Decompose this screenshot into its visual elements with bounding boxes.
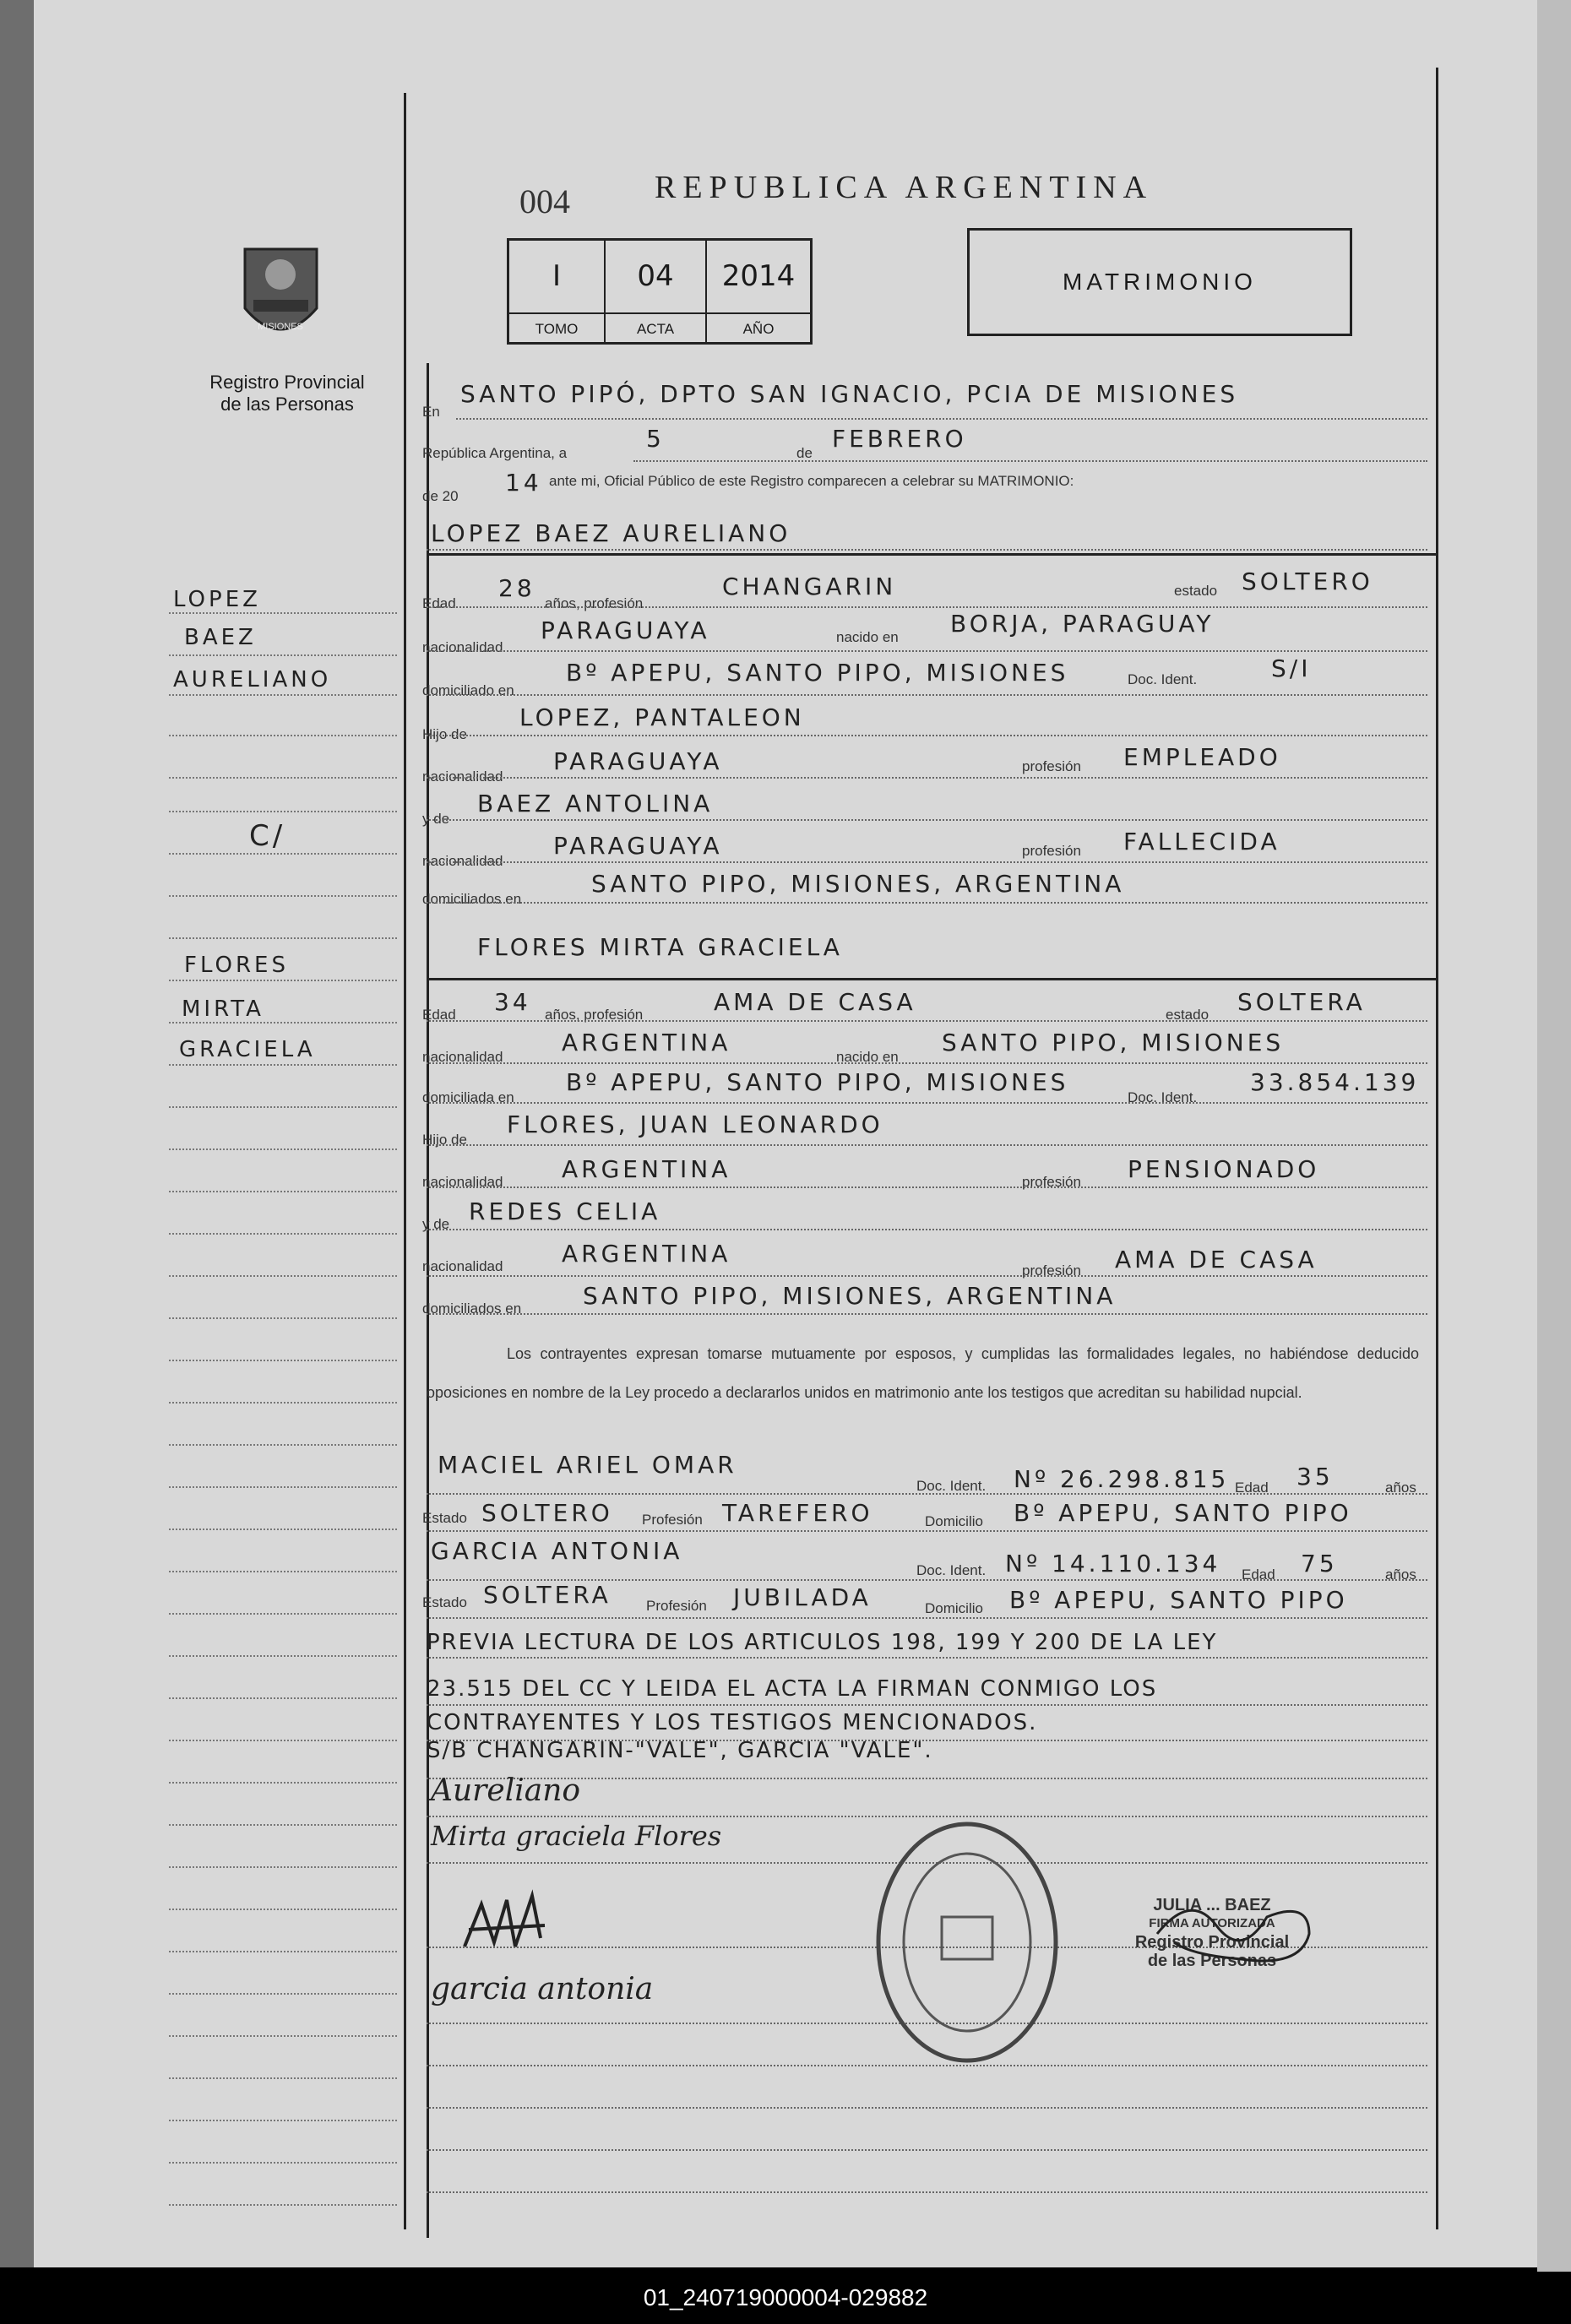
- registry-name-line1: Registro Provincial: [209, 372, 365, 393]
- bride-anios-label: años, profesión: [545, 1007, 644, 1023]
- bride-padre-prof: PENSIONADO: [1128, 1155, 1320, 1183]
- official-seal-icon: [870, 1816, 1064, 2069]
- margin-rule-12: [169, 1064, 397, 1066]
- bride-padre-nac-label: nacionalidad: [422, 1174, 503, 1190]
- day-value: 5: [646, 425, 665, 453]
- bride-edad: 34: [494, 988, 531, 1016]
- official-org2: de las Personas: [1147, 1952, 1277, 1970]
- groom-row4-line: [427, 735, 1427, 736]
- witness1-name: MACIEL ARIEL OMAR: [438, 1451, 737, 1479]
- groom-row3-line: [427, 694, 1427, 696]
- bride-row8-line: [427, 1313, 1427, 1315]
- margin-rule-15: [169, 1191, 397, 1192]
- bride-padre-prof-label: profesión: [1022, 1174, 1081, 1190]
- margin-rule-37: [169, 2120, 397, 2121]
- margin-rule-38: [169, 2162, 397, 2164]
- de-label: de: [796, 445, 813, 461]
- margin-rule-25: [169, 1613, 397, 1615]
- groom-padre: LOPEZ, PANTALEON: [519, 703, 805, 731]
- margin-rule-8: [169, 895, 397, 897]
- bride-profesion: AMA DE CASA: [714, 988, 916, 1016]
- tomo-value: I: [509, 241, 606, 312]
- groom-yde-label: y de: [422, 811, 450, 827]
- bride-row5-line: [427, 1186, 1427, 1188]
- groom-madre-prof-label: profesión: [1022, 843, 1081, 859]
- margin-rule-29: [169, 1782, 397, 1784]
- witness2-doc: Nº 14.110.134: [1005, 1550, 1221, 1577]
- witness2-doc-label: Doc. Ident.: [916, 1562, 987, 1578]
- margin-rule-33: [169, 1951, 397, 1952]
- witness2-estado: SOLTERA: [483, 1581, 612, 1609]
- ante-text: ante mi, Oficial Público de este Registro comparecen a celebrar su MATRIMONIO:: [549, 473, 1074, 489]
- groom-nacido: BORJA, PARAGUAY: [950, 610, 1215, 638]
- margin-groom-line3: AURELIANO: [173, 667, 332, 692]
- witness2-prof: JUBILADA: [733, 1583, 872, 1611]
- bride-row4-line: [427, 1144, 1427, 1146]
- witness1-line1: [427, 1493, 1427, 1495]
- witness1-dom-label: Domicilio: [925, 1513, 983, 1529]
- margin-rule-32: [169, 1909, 397, 1910]
- record-type-box: MATRIMONIO: [967, 228, 1352, 336]
- bride-nacido: SANTO PIPO, MISIONES: [942, 1029, 1285, 1056]
- registry-name-line2: de las Personas: [220, 394, 354, 415]
- bride-domiciliados-label: domiciliados en: [422, 1300, 522, 1317]
- margin-rule-22: [169, 1486, 397, 1488]
- margin-rule-7: [169, 853, 397, 855]
- tomo-acta-anio-box: [507, 238, 813, 345]
- bride-row1-line: [427, 1020, 1427, 1022]
- bride-doc: 33.854.139: [1250, 1068, 1420, 1096]
- witness1-signature-icon: [460, 1887, 553, 1963]
- groom-divider: [427, 553, 1436, 556]
- margin-bride-line3: GRACIELA: [179, 1037, 316, 1062]
- place-line: [456, 418, 1427, 420]
- groom-nac-label: nacionalidad: [422, 639, 503, 655]
- tomo-label: TOMO: [509, 312, 606, 344]
- witness2-signature: garcia antonia: [431, 1972, 654, 2006]
- groom-doc-label: Doc. Ident.: [1128, 671, 1198, 687]
- bride-padres-domicilio: SANTO PIPO, MISIONES, ARGENTINA: [583, 1282, 1117, 1310]
- margin-rule-21: [169, 1444, 397, 1446]
- witness1-prof-label: Profesión: [642, 1512, 703, 1528]
- groom-estado: SOLTERO: [1242, 567, 1373, 595]
- groom-padre-prof-label: profesión: [1022, 758, 1081, 774]
- margin-rule-39: [169, 2204, 397, 2206]
- groom-row6-line: [427, 819, 1427, 821]
- note-line4: S/B CHANGARIN-"VALE", GARCIA "VALE".: [427, 1738, 933, 1763]
- witness2-dom: Bº APEPU, SANTO PIPO: [1009, 1586, 1348, 1614]
- official-org1: Registro Provincial: [1134, 1933, 1290, 1952]
- groom-nacido-label: nacido en: [836, 629, 899, 645]
- margin-rule-10: [169, 980, 397, 981]
- margin-rule-19: [169, 1360, 397, 1361]
- margin-rule-3: [169, 694, 397, 696]
- bride-nac-label: nacionalidad: [422, 1049, 503, 1065]
- year-suffix: 14: [505, 469, 542, 497]
- margin-rule-1: [169, 612, 397, 614]
- groom-edad-label: Edad: [422, 595, 456, 611]
- groom-row8-line: [427, 902, 1427, 904]
- page-right-edge: [1537, 0, 1571, 2272]
- bride-madre-prof-label: profesión: [1022, 1262, 1081, 1279]
- margin-rule-11: [169, 1022, 397, 1024]
- witness1-doc-label: Doc. Ident.: [916, 1478, 987, 1494]
- witness1-prof: TAREFERO: [722, 1499, 873, 1527]
- margin-rule-18: [169, 1317, 397, 1319]
- witness1-edad: 35: [1296, 1463, 1334, 1491]
- groom-name-line: [427, 549, 1427, 551]
- witness1-line2: [427, 1530, 1427, 1532]
- bride-row7-line: [427, 1275, 1427, 1277]
- margin-rule-30: [169, 1824, 397, 1826]
- logo-text: MISIONES: [258, 322, 303, 332]
- groom-padres-domicilio: SANTO PIPO, MISIONES, ARGENTINA: [591, 870, 1125, 898]
- acta-label: ACTA: [606, 312, 707, 344]
- bride-row3-line: [427, 1102, 1427, 1104]
- anio-value: 2014: [721, 259, 796, 293]
- margin-rule-14: [169, 1148, 397, 1150]
- margin-rule-2: [169, 654, 397, 656]
- groom-dom-label: domiciliado en: [422, 682, 514, 698]
- bride-nacionalidad: ARGENTINA: [562, 1029, 731, 1056]
- margin-rule-6: [169, 811, 397, 812]
- margin-conj: C/: [249, 819, 286, 853]
- bride-edad-label: Edad: [422, 1007, 456, 1023]
- groom-madre: BAEZ ANTOLINA: [477, 790, 714, 817]
- witness1-estado: SOLTERO: [481, 1499, 613, 1527]
- witness2-anios-label: años: [1385, 1567, 1416, 1583]
- margin-groom-line1: LOPEZ: [173, 587, 261, 612]
- margin-rule-16: [169, 1233, 397, 1235]
- year-prefix: de 20: [422, 488, 459, 504]
- bride-estado: SOLTERA: [1237, 988, 1366, 1016]
- groom-profesion: CHANGARIN: [722, 573, 897, 600]
- groom-full-name: LOPEZ BAEZ AURELIANO: [431, 519, 791, 547]
- margin-rule-5: [169, 777, 397, 779]
- country-title: REPUBLICA ARGENTINA: [655, 170, 1154, 205]
- frame-line-right: [1436, 68, 1438, 2229]
- margin-rule-27: [169, 1697, 397, 1699]
- date-line: [633, 460, 1427, 462]
- margin-rule-9: [169, 937, 397, 939]
- groom-padre-prof: EMPLEADO: [1123, 743, 1281, 771]
- bride-yde-label: y de: [422, 1216, 450, 1232]
- bride-row2-line: [427, 1062, 1427, 1064]
- margin-rule-4: [169, 735, 397, 736]
- note-line2-rule: [427, 1704, 1427, 1706]
- margin-rule-24: [169, 1571, 397, 1572]
- groom-row5-line: [427, 777, 1427, 779]
- margin-rule-36: [169, 2077, 397, 2079]
- bride-hijo-label: Hijo de: [422, 1132, 467, 1148]
- groom-domiciliados-label: domiciliados en: [422, 891, 522, 907]
- witness1-anios-label: años: [1385, 1480, 1416, 1496]
- witness2-dom-label: Domicilio: [925, 1600, 983, 1616]
- bride-madre-nac-label: nacionalidad: [422, 1258, 503, 1274]
- margin-bride-line1: FLORES: [184, 953, 289, 978]
- margin-bride-line2: MIRTA: [182, 996, 264, 1022]
- margin-rule-17: [169, 1275, 397, 1277]
- anio-label: AÑO: [707, 312, 810, 344]
- witness2-name: GARCIA ANTONIA: [431, 1537, 683, 1565]
- groom-signature: Aureliano: [431, 1773, 581, 1808]
- record-number: 004: [519, 182, 570, 220]
- bride-madre: REDES CELIA: [469, 1197, 661, 1225]
- margin-rule-23: [169, 1529, 397, 1530]
- frame-line-left: [404, 93, 406, 2229]
- groom-row7-line: [427, 861, 1427, 863]
- witness1-doc: Nº 26.298.815: [1014, 1465, 1230, 1493]
- groom-estado-label: estado: [1174, 583, 1218, 599]
- groom-doc: S/I: [1271, 654, 1312, 682]
- groom-padre-nac: PARAGUAYA: [553, 747, 723, 775]
- margin-rule-13: [169, 1106, 397, 1108]
- groom-madre-nac-label: nacionalidad: [422, 853, 503, 869]
- groom-nacionalidad: PARAGUAYA: [541, 616, 710, 644]
- sig-rule-6: [427, 2107, 1427, 2109]
- witness1-edad-label: Edad: [1235, 1480, 1269, 1496]
- en-label: En: [422, 404, 440, 420]
- groom-hijo-label: Hijo de: [422, 726, 467, 742]
- bride-divider: [427, 978, 1436, 980]
- bride-madre-nac: ARGENTINA: [562, 1240, 731, 1268]
- groom-padre-nac-label: nacionalidad: [422, 768, 503, 785]
- bride-nacido-label: nacido en: [836, 1049, 899, 1065]
- place-value: SANTO PIPÓ, DPTO SAN IGNACIO, PCIA DE MISIONES: [460, 380, 1239, 408]
- bride-padre: FLORES, JUAN LEONARDO: [507, 1110, 883, 1138]
- witness2-prof-label: Profesión: [646, 1598, 707, 1614]
- bride-madre-prof: AMA DE CASA: [1115, 1246, 1318, 1273]
- groom-domicilio: Bº APEPU, SANTO PIPO, MISIONES: [566, 659, 1069, 687]
- witness2-line2: [427, 1617, 1427, 1619]
- groom-anios-label: años, profesión: [545, 595, 644, 611]
- official-title: FIRMA AUTORIZADA: [1149, 1916, 1275, 1930]
- margin-rule-35: [169, 2035, 397, 2037]
- month-value: FEBRERO: [832, 425, 967, 453]
- margin-rule-28: [169, 1740, 397, 1741]
- witness2-edad-label: Edad: [1242, 1567, 1275, 1583]
- groom-madre-prof: FALLECIDA: [1123, 828, 1280, 855]
- bride-full-name: FLORES MIRTA GRACIELA: [477, 933, 843, 961]
- bride-estado-label: estado: [1166, 1007, 1210, 1023]
- margin-rule-34: [169, 1993, 397, 1995]
- declaration-text: Los contrayentes expresan tomarse mutuamente por esposos, y cumplidas las formalidades legales, no habiéndose deducido oposiciones en nombre de la Ley procedo a declararlos unidos en matrimonio ante los testigos que acreditan su habilidad nupcial.: [427, 1345, 1419, 1401]
- bride-domicilio: Bº APEPU, SANTO PIPO, MISIONES: [566, 1068, 1069, 1096]
- sig-rule-8: [427, 2191, 1427, 2193]
- margin-rule-20: [169, 1402, 397, 1404]
- note-line2: 23.515 DEL CC Y LEIDA EL ACTA LA FIRMAN CONMIGO LOS: [427, 1676, 1158, 1702]
- page-left-shadow: [0, 0, 34, 2267]
- witness1-dom: Bº APEPU, SANTO PIPO: [1014, 1499, 1352, 1527]
- official-signature-icon: [1140, 1883, 1326, 1976]
- margin-rule-31: [169, 1866, 397, 1868]
- margin-groom-line2: BAEZ: [184, 625, 257, 650]
- sig-rule-7: [427, 2149, 1427, 2151]
- bride-doc-label: Doc. Ident.: [1128, 1089, 1198, 1105]
- acta-value: 04: [606, 241, 707, 312]
- witness1-estado-label: Estado: [422, 1510, 467, 1526]
- groom-edad: 28: [498, 574, 535, 602]
- registry-logo-icon: [236, 241, 325, 350]
- bride-row6-line: [427, 1229, 1427, 1230]
- note-line1-rule: [427, 1657, 1427, 1659]
- note-line3: CONTRAYENTES Y LOS TESTIGOS MENCIONADOS.: [427, 1710, 1038, 1735]
- scan-id: 01_240719000004-029882: [643, 2284, 928, 2310]
- registry-name: [177, 372, 397, 415]
- witness2-estado-label: Estado: [422, 1594, 467, 1610]
- groom-madre-nac: PARAGUAYA: [553, 832, 723, 860]
- bride-dom-label: domiciliada en: [422, 1089, 514, 1105]
- official-name: JULIA ... BAEZ: [1153, 1896, 1271, 1914]
- witness2-edad: 75: [1301, 1550, 1338, 1577]
- groom-row1-line: [427, 606, 1427, 608]
- bride-padre-nac: ARGENTINA: [562, 1155, 731, 1183]
- margin-rule-26: [169, 1655, 397, 1657]
- note-line1: PREVIA LECTURA DE LOS ARTICULOS 198, 199 Y 200 DE LA LEY: [427, 1630, 1218, 1655]
- republica-label: República Argentina, a: [422, 445, 568, 461]
- bride-signature: Mirta graciela Flores: [431, 1820, 722, 1852]
- groom-row2-line: [427, 650, 1427, 652]
